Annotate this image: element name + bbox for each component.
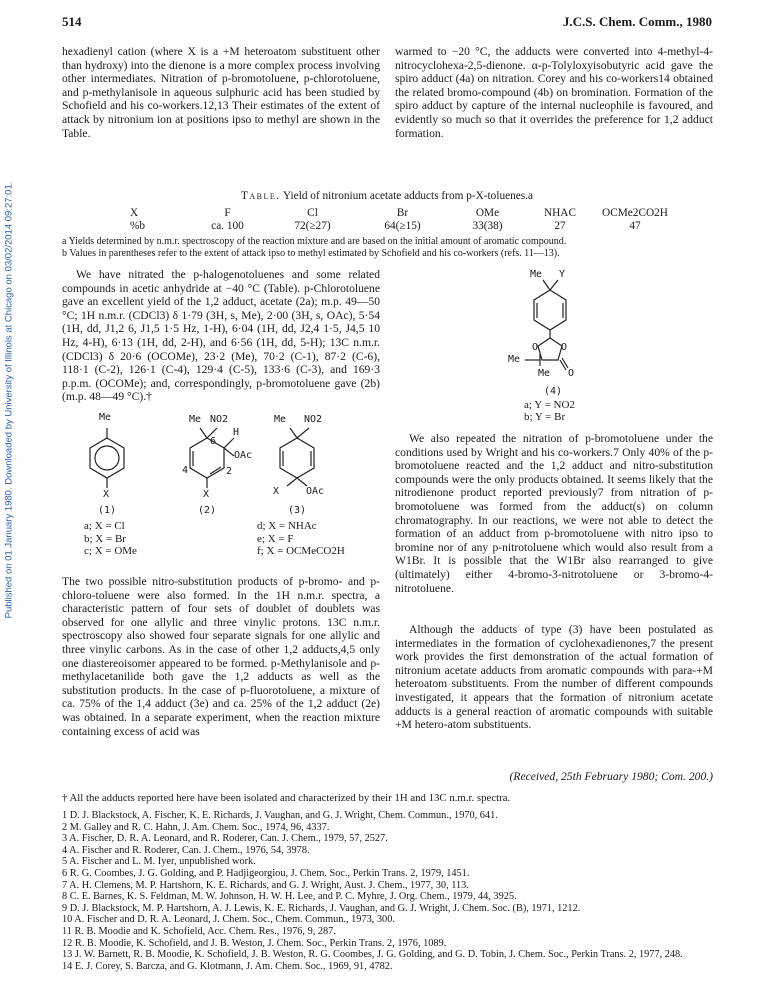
table-cell: ca. 100 [211, 220, 244, 232]
substituent-list-left [84, 520, 137, 558]
table-cell: 33(38) [472, 220, 503, 232]
no2-label: NO2 [304, 414, 323, 425]
paragraph: Although the adducts of type (3) have been postulated as intermediates in the formation of cyclohexadienones,7 the present work provides the first demonstration of the actual formation of nitronium acetate adducts from aromatic compounds with para-+M heteroatom substituents. From the number of different compounds investigated, it appears that the formation of nitronium acetate adducts is a general reaction of aromatic compounds with suitable +M hetero-atom substituents. [395, 623, 713, 732]
reference-item: 5 A. Fischer and L. M. Iyer, unpublished work. [62, 856, 256, 868]
right-column-mid [395, 432, 713, 595]
oxygen-label: O [532, 342, 539, 353]
me-label: Me [508, 354, 521, 365]
substituent-item: e; X = F [257, 532, 294, 545]
table-header-cell: OMe [475, 207, 500, 219]
substituent-item: f; X = OCMeCO2H [257, 545, 345, 557]
table-cell: 72(≥27) [294, 220, 331, 232]
left-column-top [62, 45, 380, 140]
oac-label: OAc [234, 450, 253, 461]
references [62, 810, 724, 972]
paragraph: We have nitrated the p-halogenotoluenes and some related compounds in acetic anhydride at −40 °C (Table). p-Chlorotoluene gave an excellent yield of the 1,2 adduct, acetate (2a); m.p. 49—50 °C; 1H n.m.r. (CDCl3) δ 1·79 (3H, s, Me), 2·00 (3H, s, OAc), 5·54 (1H, dd, J1,2 6, J1,5 1·5 Hz, 1-H), 6·04 (1H, dd, J2,4 1·5, J4,5 10 Hz, 4-H), 6·13 (1H, dd, 2-H), and 6·56 (1H, dd, 5-H); 13C n.m.r. (CDCl3) δ 20·6 (OCOMe), 23·2 (Me), 70·2 (C-1), 87·2 (C-6), 118·1 (C-2), 126·1 (C-4), 129·4 (C-5), 133·6 (C-3), and 169·3 p.p.m. (OCOMe); and, correspondingly, p-bromotoluene gave (2b) (m.p. 48—49 °C).† [62, 268, 380, 404]
yield-table [130, 207, 675, 233]
x-label: X [273, 486, 280, 497]
right-column-top [395, 45, 713, 140]
substituent-item: b; X = Br [84, 532, 126, 545]
left-column-mid [62, 268, 380, 404]
reference-item: 8 C. E. Barnes, K. S. Feldman, M. W. Johnson, H. W. H. Lee, and P. C. Myhre, J. Org. Chem., 1979, 44, 3925. [62, 891, 517, 903]
substituent-item: c; X = OMe [84, 545, 137, 557]
reference-item: 11 R. B. Moodie and K. Schofield, Acc. Chem. Res., 1976, 9, 287. [62, 925, 336, 937]
reference-item: 12 R. B. Moodie, K. Schofield, and J. B. Weston, J. Chem. Soc., Perkin Trans. 2, 1976, 1089. [62, 937, 447, 949]
structures-1-2-3 [62, 410, 380, 565]
right-column-bottom [395, 623, 713, 732]
me-label: Me [99, 412, 112, 423]
table-label: Table. [240, 190, 281, 202]
reference-item: 7 A. H. Clemens, M. P. Hartshorn, K. E. Richards, and G. J. Wright, Aust. J. Chem., 1977, 30, 113. [62, 879, 469, 891]
x-label: X [203, 489, 210, 500]
table-header-cell: Cl [307, 207, 318, 219]
reference-item: 4 A. Fischer and R. Roderer, Can. J. Chem., 1976, 54, 3978. [62, 844, 310, 856]
substituent-item: a; X = Cl [84, 520, 125, 532]
table-footnotes [62, 236, 722, 260]
position-4-label: 4 [182, 465, 189, 476]
compound-number: (4) [544, 386, 563, 397]
me-label: Me [530, 269, 543, 280]
table-header-cell: Br [396, 207, 409, 219]
oac-label: OAc [306, 486, 325, 497]
oxygen-label: O [561, 342, 568, 353]
x-label: X [103, 489, 110, 500]
left-column-bottom [62, 575, 380, 738]
page-number: 514 [62, 14, 82, 29]
table-caption-text: Yield of nitronium acetate adducts from p-X-toluenes.a [283, 190, 534, 202]
substituent-list-right [257, 520, 345, 558]
position-2-label: 2 [226, 466, 233, 477]
reference-item: 1 D. J. Blackstock, A. Fischer, K. E. Richards, J. Vaughan, and G. J. Wright, Chem. Commun., 1970, 641. [62, 810, 498, 821]
substituent-list-4 [524, 399, 575, 423]
compound-number: (3) [288, 505, 307, 516]
h-label: H [233, 427, 240, 438]
substituent-item: b; Y = Br [524, 411, 566, 423]
position-6-label: 6 [210, 436, 217, 447]
reference-item: 14 E. J. Corey, S. Barcza, and G. Klotmann, J. Am. Chem. Soc., 1969, 91, 4782. [62, 960, 393, 972]
table-header-cell: X [130, 207, 139, 219]
paragraph: hexadienyl cation (where X is a +M heteroatom substituent other than hydroxy) into the dienone is a more complex process involving other intermediates. Nitration of p-bromotoluene, p-chlorotoluene, and p-methylanisole in aqueous sulphuric acid has been studied by Schofield and his co-workers.12,13 Their estimates of the extent of attack by nitronium ion at positions ipso to methyl are shown in the Table. [62, 45, 380, 140]
table-caption [62, 190, 712, 202]
me-label: Me [538, 368, 551, 379]
paragraph: warmed to −20 °C, the adducts were converted into 4-methyl-4-nitrocyclohexa-2,5-dienone. α-p-Tolyloxyisobutyric acid gave the spiro adduct (4a) on nitration. Corey and his co-workers14 obtained the related bromo-compound (4b) on bromination. Formation of the spiro adduct by capture of the internal nucleophile is favoured, and evidently so much so that it overrides the preference for 1,2 adduct formation. [395, 45, 713, 140]
paragraph: The two possible nitro-substitution products of p-bromo- and p-chloro-toluene were also formed. In the 1H n.m.r. spectra, a characteristic pattern of four sets of doublet of doublets was observed for one allylic and three vinylic protons. 13C n.m.r. spectroscopy also showed four separate signals for one allylic and three vinylic carbons. As in the case of other 1,2 adducts,4,5 only one diastereoisomer appeared to be formed. p-Methylanisole and p-methylacetanilide both gave the 1,2 adducts as well as the substitution products. In the case of p-fluorotoluene, a mixture of ca. 75% of the 1,4 adduct (3e) and ca. 25% of the 1,2 adduct (2e) was obtained. In a separate experiment, when the reaction mixture containing excess of acid was [62, 575, 380, 738]
reference-item: 10 A. Fischer and D. R. A. Leonard, J. Chem. Soc., Chem. Commun., 1973, 300. [62, 914, 395, 926]
table-cell: 47 [629, 220, 641, 232]
compound-number: (1) [98, 505, 117, 516]
reference-item: 6 R. G. Coombes, J. G. Golding, and P. Hadjigeorgiou, J. Chem. Soc., Perkin Trans. 2, 1979, 1451. [62, 867, 470, 879]
me-label: Me [274, 414, 287, 425]
table-header-cell: OCMe2CO2H [602, 207, 668, 219]
table-cell: 64(≥15) [384, 220, 421, 232]
reference-item: 3 A. Fischer, D. R. A. Leonard, and R. Roderer, Can. J. Chem., 1979, 57, 2527. [62, 833, 388, 845]
me-label: Me [189, 414, 202, 425]
y-label: Y [559, 269, 566, 280]
reference-item: 9 D. J. Blackstock, M. P. Hartshorn, A. J. Lewis, K. E. Richards, J. Vaughan, and G. J. Wright, J. Chem. Soc. (B), 1971, 1212. [62, 902, 581, 914]
compound-number: (2) [198, 505, 217, 516]
table-cell: 27 [554, 220, 566, 232]
reference-item: 2 M. Galley and R. C. Hahn, J. Am. Chem. Soc., 1974, 96, 4337. [62, 821, 330, 833]
table-header-cell: NHAC [543, 207, 576, 219]
reference-item: 13 J. W. Barnett, R. B. Moodie, K. Schofield, J. B. Weston, R. G. Coombes, J. G. Golding, and G. D. Tobin, J. Chem. Soc., Perkin Trans. 2, 1977, 248. [62, 949, 683, 961]
table-note: a Yields determined by n.m.r. spectroscopy of the reaction mixture and are based on the initial amount of aromatic compound. [62, 236, 567, 247]
substituent-item: d; X = NHAc [257, 520, 317, 532]
no2-label: NO2 [210, 414, 229, 425]
received-date: (Received, 25th February 1980; Com. 200.) [509, 770, 713, 783]
table-header-cell: F [224, 207, 231, 219]
download-watermark: Published on 01 January 1980. Downloaded by University of Illinois at Chicago on 03/02/2014 09:27:01. [3, 181, 15, 619]
table-note: b Values in parentheses refer to the extent of attack ipso to methyl estimated by Schofield and his co-workers (refs. 11—13). [62, 248, 560, 259]
table-cell: %b [130, 220, 146, 232]
oxygen-label: O [568, 368, 575, 379]
footnote: † All the adducts reported here have been isolated and characterized by their 1H and 13C n.m.r. spectra. [62, 792, 511, 804]
page-header [62, 14, 712, 30]
paragraph: We also repeated the nitration of p-bromotoluene under the conditions used by Wright and his co-workers.7 Only 40% of the p-bromotoluene reacted and the 1,2 adduct and nitro-substitution compounds were the only products obtained. It seems likely that the nitrodienone product reported previously7 from nitration of p-bromotoluene was formed from the adduct(s) on column chromatography. In our reactions, we were not able to detect the formation of an adduct from p-bromotoluene with nitro ipso to bromine nor of any p-nitrotoluene which would also result from a W1Br. It is possible that the W1Br also rearranged to give (ultimately) either 4-bromo-3-nitrotoluene or 3-bromo-4-nitrotoluene. [395, 432, 713, 595]
journal-title: J.C.S. Chem. Comm., 1980 [562, 14, 712, 29]
structure-4 [500, 268, 620, 423]
substituent-item: a; Y = NO2 [524, 399, 575, 411]
